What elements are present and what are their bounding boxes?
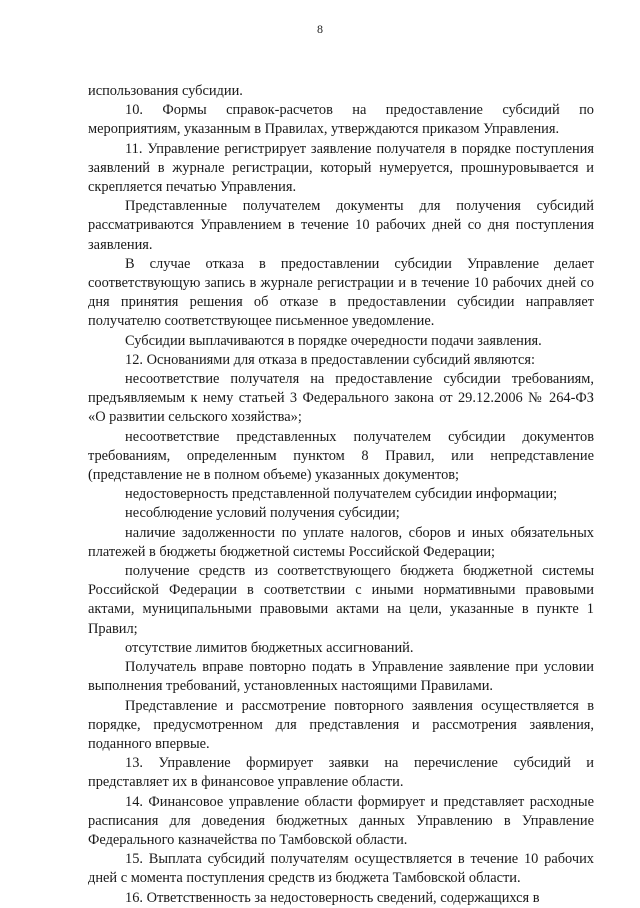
paragraph: Субсидии выплачиваются в порядке очередности подачи заявления. <box>125 332 542 349</box>
paragraph-item-16: 16. Ответственность за недостоверность сведений, содержащихся в <box>125 889 540 906</box>
list-item: несоответствие представленных получателем субсидии документов требованиям, определенным пунктом 8 Правил, или непредставление (представление не в полном объеме) указанных документов; <box>88 428 594 484</box>
paragraph-item-14: 14. Финансовое управление области формирует и представляет расходные расписания для доведения бюджетных данных Управлению в Управление Федерального казначейства по Тамбовской области. <box>88 793 594 848</box>
paragraph-item-12: 12. Основаниями для отказа в предоставлении субсидий являются: <box>125 351 535 368</box>
paragraph: использования субсидии. <box>88 83 243 99</box>
document-body <box>88 82 594 908</box>
list-item: недостоверность представленной получателем субсидии информации; <box>125 486 558 503</box>
paragraph: В случае отказа в предоставлении субсидии Управление делает соответствующую запись в журнале регистрации и в течение 10 рабочих дней со дня принятия решения об отказе в предоставлении субсидии направляет получателю соответствующее письменное уведомление. <box>88 255 594 330</box>
paragraph-item-11: 11. Управление регистрирует заявление получателя в порядке поступления заявлений в журнале регистрации, который нумеруется, прошнуровывается и скрепляется печатью Управления. <box>88 140 594 196</box>
paragraph: Получатель вправе повторно подать в Управление заявление при условии выполнения требований, установленных настоящими Правилами. <box>88 659 594 695</box>
list-item: наличие задолженности по уплате налогов, сборов и иных обязательных платежей в бюджеты бюджетной системы Российской Федерации; <box>88 524 594 560</box>
paragraph-item-13: 13. Управление формирует заявки на перечисление субсидий и представляет их в финансовое управление области. <box>88 755 594 791</box>
list-item: несоответствие получателя на предоставление субсидии требованиям, предъявляемым к нему статьей 3 Федерального закона от 29.12.2006 № 264-ФЗ «О развитии сельского хозяйства»; <box>88 371 594 426</box>
paragraph: Представленные получателем документы для получения субсидий рассматриваются Управлением в течение 10 рабочих дней со дня поступления заявления. <box>88 198 594 253</box>
list-item: получение средств из соответствующего бюджета бюджетной системы Российской Федерации в соответствии с иными нормативными правовыми актами, муниципальными правовыми актами на цели, указанные в пункте 1 Правил; <box>88 563 594 637</box>
paragraph-item-10: 10. Формы справок-расчетов на предоставление субсидий по мероприятиям, указанным в Правилах, утверждаются приказом Управления. <box>88 102 594 138</box>
paragraph-item-15: 15. Выплата субсидий получателям осуществляется в течение 10 рабочих дней с момента поступления средств из бюджета Тамбовской области. <box>88 851 594 887</box>
paragraph: Представление и рассмотрение повторного заявления осуществляется в порядке, предусмотренном для представления и рассмотрения заявления, поданного впервые. <box>88 697 594 752</box>
list-item: отсутствие лимитов бюджетных ассигнований. <box>125 639 414 656</box>
list-item: несоблюдение условий получения субсидии; <box>125 505 400 522</box>
page-number: 8 <box>317 22 323 36</box>
